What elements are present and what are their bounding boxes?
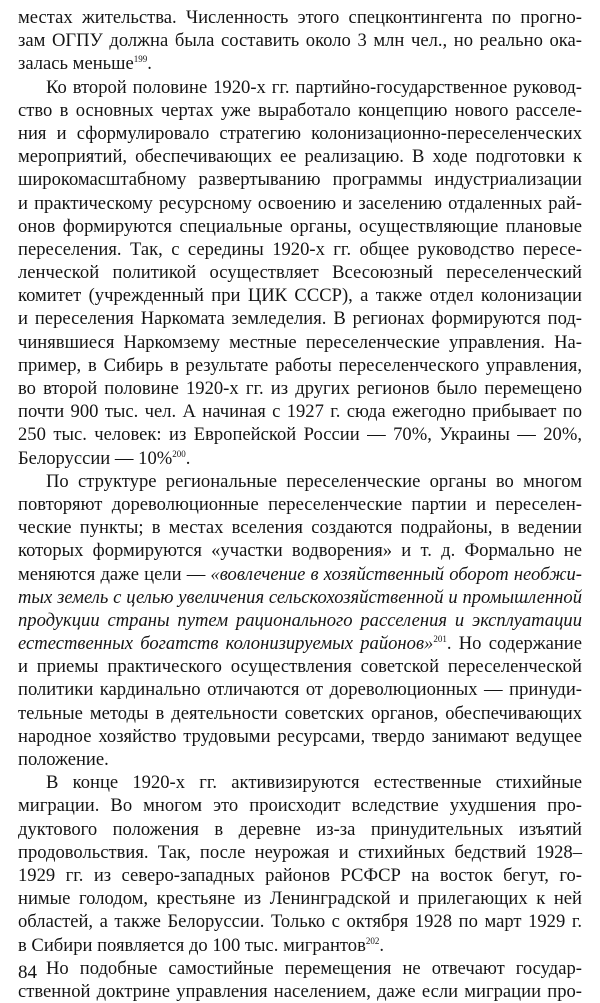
text-line: [18, 493, 582, 516]
text-line: [18, 632, 582, 655]
italic-quote: тых земель с целью увеличения сельскохозяйственной и промышленной: [18, 586, 582, 608]
text-line: [18, 771, 582, 794]
page-number: 84: [18, 962, 37, 983]
text-line: [18, 516, 582, 539]
text-line: [18, 377, 582, 400]
text-line: [18, 563, 582, 586]
footnote-ref: 200: [172, 448, 186, 459]
text-run: положение.: [18, 749, 109, 770]
text-run: . Но содержание: [446, 633, 583, 655]
text-run: комитет (учрежденный при ЦИК СССР), а также отдел колонизации: [18, 285, 582, 307]
text-run: пример, в Сибирь в результате работы переселенческого управления,: [18, 354, 582, 376]
text-run: почти 900 тыс. чел. А начиная с 1927 г. сюда ежегодно прибывает по: [18, 401, 582, 423]
paragraph: [18, 957, 582, 1003]
text-run: областей, а также Белоруссии. Только с октября 1928 по март 1929 г.: [18, 911, 582, 933]
text-run: онов формируются специальные органы, осуществляющие плановые: [18, 215, 582, 237]
text-run: которых формируются «участки водворения» и т. д. Формально не: [18, 540, 582, 562]
text-run: .: [379, 934, 385, 956]
text-run: ство в основных чертах уже выработало концепцию нового расселе-: [18, 99, 582, 121]
text-run: тельные методы в деятельности советских органов, обеспечивающих: [18, 702, 582, 724]
text-run: 1929 гг. из северо-западных районов РСФСР на восток бегут, го-: [18, 864, 582, 886]
text-run: Но подобные самостийные перемещения не отвечают государ-: [46, 957, 582, 979]
text-line: [18, 586, 582, 609]
text-line: [18, 307, 582, 330]
text-line: [18, 354, 582, 377]
text-line: [18, 215, 582, 238]
text-line: [18, 655, 582, 678]
text-line: [18, 702, 582, 725]
text-run: широкомасштабному развертыванию программы индустриализации: [18, 169, 582, 191]
italic-quote: «вовлечение в хозяйственный оборот необжи-: [210, 563, 582, 585]
text-line: [18, 841, 582, 864]
text-line: [18, 539, 582, 562]
text-run: продовольствия. Так, после неурожая и стихийных бедствий 1928–: [18, 841, 582, 863]
italic-quote: естественных богатств колонизируемых районов»: [18, 633, 434, 655]
text-run: ленческой политикой осуществляет Всесоюзный переселенческий: [18, 262, 582, 284]
text-line: [18, 284, 582, 307]
text-line: [18, 6, 582, 29]
text-run: Ко второй половине 1920-х гг. партийно-государственное руковод-: [46, 76, 582, 98]
text-line: [18, 238, 582, 261]
text-run: ческие пункты; в местах вселения создаются подрайоны, в ведении: [18, 517, 582, 539]
text-run: местах жительства. Численность этого спецконтингента по прогно-: [18, 7, 582, 28]
footnote-ref: 202: [365, 935, 380, 946]
text-run: в Сибири появляется до 100 тыс. мигрантов: [18, 934, 366, 956]
text-line: [18, 934, 582, 957]
text-run: залась меньше: [18, 53, 134, 75]
text-run: и приемы практического осуществления советской переселенческой: [18, 656, 582, 678]
text-line: [18, 678, 582, 701]
text-run: повторяют дореволюционные переселенческие партии и переселен-: [18, 493, 582, 515]
text-line: [18, 29, 582, 52]
italic-quote: продукции страны путем рационального расселения и эксплуатации: [18, 609, 582, 631]
text-line: [18, 145, 582, 168]
text-line: [18, 400, 582, 423]
text-line: [18, 447, 582, 470]
text-run: мероприятий, обеспечивающих ее реализацию. В ходе подготовки к: [18, 146, 582, 168]
text-run: ственной доктрине управления населением, даже если миграции про-: [18, 980, 582, 1002]
text-run: Белоруссии — 10%: [18, 447, 173, 469]
text-run: меняются даже цели —: [18, 563, 211, 585]
text-run: миграции. Во многом это происходит вследствие ухудшения про-: [18, 795, 582, 817]
footnote-ref: 201: [433, 634, 447, 645]
text-line: [18, 794, 582, 817]
paragraph: [18, 76, 582, 470]
text-run: нимые голодом, крестьяне из Ленинградской и прилегающих к ней: [18, 888, 582, 910]
text-run: ния и сформулировало стратегию колонизационно-переселенческих: [18, 122, 582, 144]
text-line: [18, 331, 582, 354]
text-line: [18, 99, 582, 122]
text-line: [18, 609, 582, 632]
text-run: во второй половине 1920-х гг. из других регионов было перемещено: [18, 378, 582, 399]
text-line: [18, 980, 582, 1003]
text-line: [18, 192, 582, 215]
text-line: [18, 168, 582, 191]
text-line: [18, 470, 582, 493]
paragraph: [18, 6, 582, 76]
text-run: В конце 1920-х гг. активизируются естественные стихийные: [46, 772, 582, 794]
text-run: и переселения Наркомата земледелия. В регионах формируются под-: [18, 308, 582, 330]
text-line: [18, 423, 582, 446]
page-body: [18, 6, 582, 1003]
paragraph: [18, 771, 582, 957]
text-line: [18, 122, 582, 145]
text-line: [18, 76, 582, 99]
text-run: народное хозяйство трудовыми ресурсами, твердо занимают ведущее: [18, 725, 582, 747]
text-run: зам ОГПУ должна была составить около 3 млн чел., но реально ока-: [18, 30, 582, 52]
text-run: чинявшиеся Наркомзему местные переселенческие управления. На-: [18, 331, 582, 353]
paragraph: [18, 470, 582, 771]
text-line: [18, 261, 582, 284]
text-run: .: [185, 447, 191, 469]
footnote-ref: 199: [133, 54, 148, 65]
text-run: переселения. Так, с середины 1920-х гг. общее руководство пересе-: [18, 238, 582, 260]
text-run: дуктового положения в деревне из-за принудительных изъятий: [18, 818, 582, 840]
text-line: [18, 748, 582, 771]
text-line: [18, 52, 582, 75]
text-line: [18, 725, 582, 748]
text-line: [18, 887, 582, 910]
text-line: [18, 957, 582, 980]
text-line: [18, 864, 582, 887]
text-line: [18, 910, 582, 933]
text-run: 250 тыс. человек: из Европейской России — 70%, Украины — 20%,: [18, 424, 582, 446]
text-run: По структуре региональные переселенческие органы во многом: [46, 470, 582, 492]
text-line: [18, 818, 582, 841]
text-run: и практическому ресурсному освоению и заселению отдаленных рай-: [18, 192, 582, 214]
text-run: .: [147, 53, 152, 75]
text-run: политики кардинально отличаются от дореволюционных — принуди-: [18, 679, 582, 701]
